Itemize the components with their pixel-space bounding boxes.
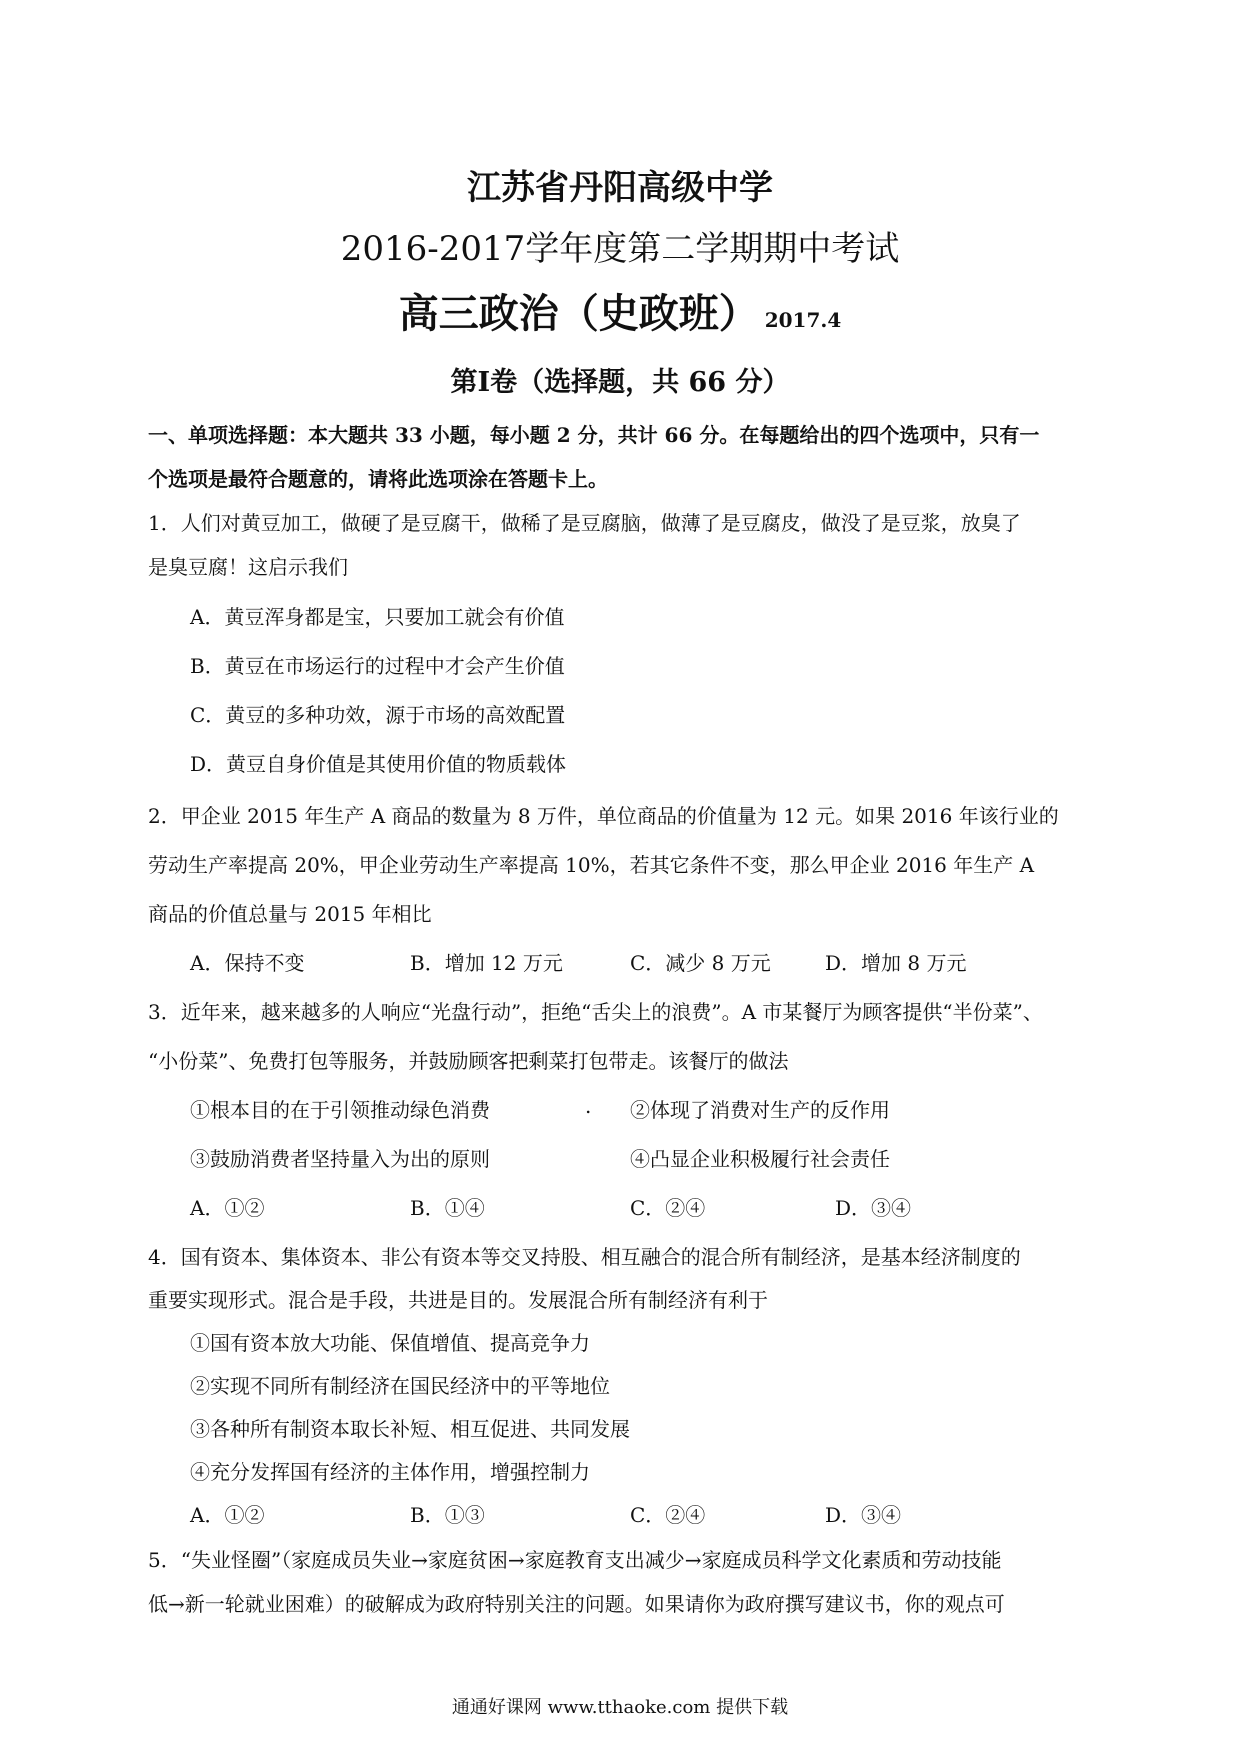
subject-title	[0, 282, 1240, 339]
q3-option-a: A．①②	[190, 1196, 265, 1220]
q5-stem-line-1: 5．“失业怪圈”（家庭成员失业→家庭贫困→家庭教育支出减少→家庭成员科学文化素质和劳动技能	[148, 1548, 1002, 1572]
q1-stem-line-2: 是臭豆腐！这启示我们	[148, 555, 348, 579]
q3-statement-4: ④凸显企业积极履行社会责任	[630, 1147, 890, 1171]
school-title: 江苏省丹阳高级中学	[467, 168, 773, 208]
q3-stem-line-1: 3．近年来，越来越多的人响应“光盘行动”，拒绝“舌尖上的浪费”。A 市某餐厅为顾客提供“半份菜”、	[148, 1000, 1043, 1024]
q1-option-d: D．黄豆自身价值是其使用价值的物质载体	[190, 752, 567, 776]
section-instruction-line-2: 个选项是最符合题意的，请将此选项涂在答题卡上。	[148, 467, 608, 491]
q2-option-c: C．减少 8 万元	[630, 951, 771, 975]
q3-statement-3: ③鼓励消费者坚持量入为出的原则	[190, 1147, 490, 1171]
q3-statement-2: ②体现了消费对生产的反作用	[630, 1098, 890, 1122]
q3-option-c: C．②④	[630, 1196, 706, 1220]
q3-option-b: B．①④	[410, 1196, 485, 1220]
q4-statement-4: ④充分发挥国有经济的主体作用，增强控制力	[190, 1460, 590, 1484]
subject-name: 高三政治（史政班）	[398, 290, 759, 337]
q1-option-c: C．黄豆的多种功效，源于市场的高效配置	[190, 703, 566, 727]
q3-stem-line-2: “小份菜”、免费打包等服务，并鼓励顾客把剩菜打包带走。该餐厅的做法	[148, 1049, 789, 1073]
q2-stem-line-1: 2．甲企业 2015 年生产 A 商品的数量为 8 万件，单位商品的价值量为 12 元。如果 2016 年该行业的	[148, 804, 1059, 828]
q4-statement-1: ①国有资本放大功能、保值增值、提高竞争力	[190, 1331, 590, 1355]
exam-title: 2016-2017学年度第二学期期中考试	[340, 229, 900, 269]
q4-option-d: D．③④	[825, 1503, 902, 1527]
q2-option-d: D．增加 8 万元	[825, 951, 967, 975]
q1-stem-line-1: 1．人们对黄豆加工，做硬了是豆腐干，做稀了是豆腐脑，做薄了是豆腐皮，做没了是豆浆，放臭了	[148, 511, 1021, 535]
q1-option-b: B．黄豆在市场运行的过程中才会产生价值	[190, 654, 565, 678]
q4-stem-line-1: 4．国有资本、集体资本、非公有资本等交叉持股、相互融合的混合所有制经济，是基本经济制度的	[148, 1245, 1021, 1269]
exam-date: 2017.4	[764, 308, 842, 332]
page-footer: 通通好课网 www.tthaoke.com 提供下载	[451, 1697, 789, 1718]
q3-option-d: D．③④	[835, 1196, 912, 1220]
q4-stem-line-2: 重要实现形式。混合是手段，共进是目的。发展混合所有制经济有利于	[148, 1288, 768, 1312]
q2-stem-line-2: 劳动生产率提高 20%，甲企业劳动生产率提高 10%，若其它条件不变，那么甲企业 2016 年生产 A	[148, 853, 1035, 877]
q4-option-c: C．②④	[630, 1503, 706, 1527]
q5-stem-line-2: 低→新一轮就业困难）的破解成为政府特别关注的问题。如果请你为政府撰写建议书，你的观点可	[148, 1592, 1005, 1616]
q4-option-b: B．①③	[410, 1503, 485, 1527]
q3-statement-1: ①根本目的在于引领推动绿色消费	[190, 1098, 490, 1122]
part-title: 第Ⅰ卷（选择题，共 66 分）	[450, 367, 790, 398]
q4-option-a: A．①②	[190, 1503, 265, 1527]
q2-option-a: A．保持不变	[190, 951, 305, 975]
q4-statement-3: ③各种所有制资本取长补短、相互促进、共同发展	[190, 1417, 630, 1441]
q3-stray-dot: .	[585, 1094, 592, 1118]
q4-statement-2: ②实现不同所有制经济在国民经济中的平等地位	[190, 1374, 610, 1398]
q1-option-a: A．黄豆浑身都是宝，只要加工就会有价值	[190, 605, 565, 629]
q2-stem-line-3: 商品的价值总量与 2015 年相比	[148, 902, 432, 926]
q2-option-b: B．增加 12 万元	[410, 951, 563, 975]
section-instruction-line-1: 一、单项选择题：本大题共 33 小题，每小题 2 分，共计 66 分。在每题给出的四个选项中，只有一	[148, 423, 1040, 447]
